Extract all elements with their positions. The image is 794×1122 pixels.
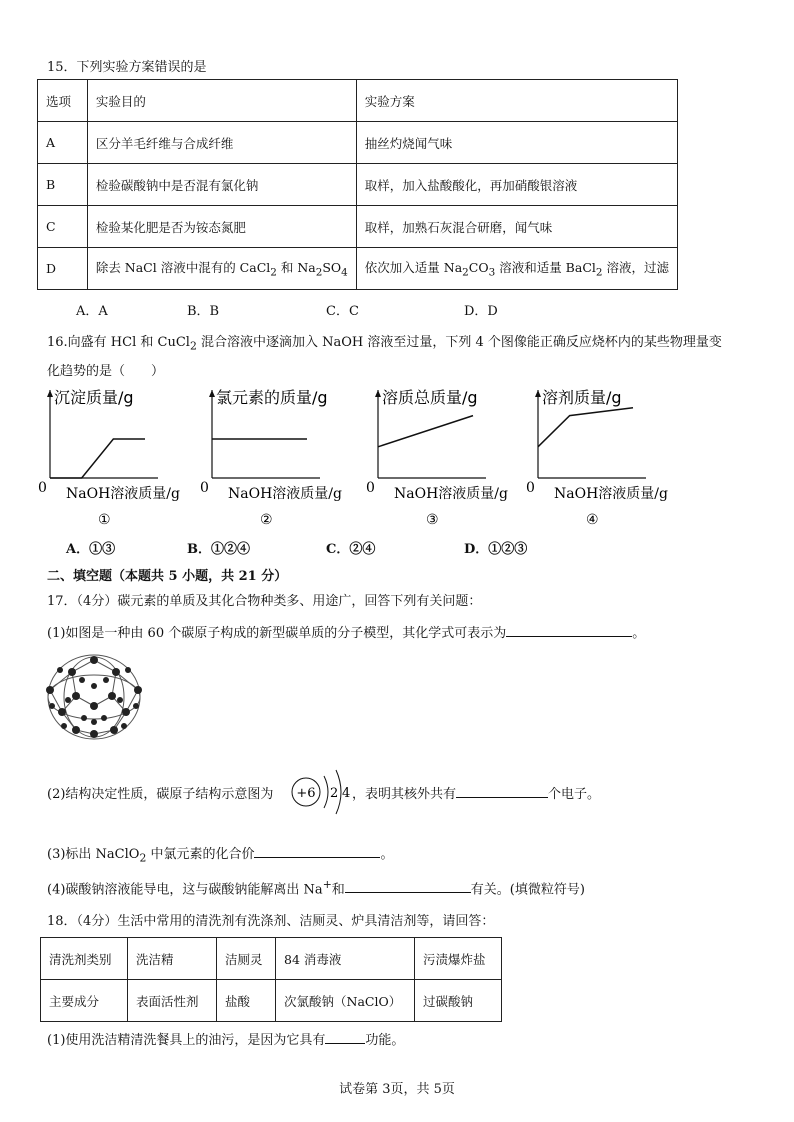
chart-1-title: 沉淀质量/g	[54, 388, 134, 407]
q16-option-c: C．②④	[326, 542, 376, 557]
chart-3-origin: 0	[366, 480, 375, 496]
q17-blank1[interactable]	[506, 624, 632, 637]
shell1-electrons: 2	[330, 786, 339, 801]
q18-cell-r2c5: 过碳酸钠	[415, 980, 502, 1022]
q16-option-b: B．①②④	[187, 542, 250, 557]
chart-2-number-label: ②	[260, 512, 273, 528]
q18-cell-r1c4: 84 消毒液	[276, 938, 415, 980]
q15-stem: 15．下列实验方案错误的是	[47, 60, 207, 75]
q15-row-d-goal: 除去 NaCl 溶液中混有的 CaCl$_2$ 和 $Na_2SO_4$	[87, 248, 356, 290]
chart-1-origin: 0	[38, 480, 47, 496]
chart-3-series-line	[378, 416, 473, 447]
q18-cell-r1c2: 洗洁精	[128, 938, 217, 980]
q15-header-option: 选项	[38, 80, 88, 122]
q17-blank4[interactable]	[345, 880, 471, 893]
chart-4-title: 溶剂质量/g	[542, 388, 622, 407]
q18-blank1[interactable]	[325, 1031, 365, 1044]
q18-part1: (1)使用洗洁精清洗餐具上的油污，是因为它具有 功能。	[47, 1033, 405, 1048]
q15-option-a: A．A	[76, 304, 108, 319]
q15-row-a-goal: 区分羊毛纤维与合成纤维	[87, 122, 356, 164]
q15-header-plan: 实验方案	[356, 80, 677, 122]
c60-molecule-image	[42, 650, 152, 745]
q15-option-d: D．D	[464, 304, 498, 319]
carbon-atom-structure-diagram	[286, 764, 356, 820]
chart-2-title: 氯元素的质量/g	[216, 388, 328, 407]
q16-charts	[0, 380, 794, 540]
q17-stem: 17．（4分）碳元素的单质及其化合物种类多、用途广，回答下列有关问题：	[47, 594, 482, 609]
q17-part2-suffix: ，表明其核外共有 个电子。	[352, 787, 601, 802]
q15-option-c: C．C	[326, 304, 359, 319]
chart-2-y-arrow	[209, 390, 215, 397]
q18-cell-r1c3: 洁厕灵	[217, 938, 276, 980]
page-footer: 试卷第 3页，共 5页	[339, 1082, 455, 1097]
chart-4-origin: 0	[526, 480, 535, 496]
chart-3-number-label: ③	[426, 512, 439, 528]
chart-1-number-label: ①	[98, 512, 111, 528]
q15-row-a-plan: 抽丝灼烧闻气味	[356, 122, 677, 164]
chart-2-xlabel: NaOH溶液质量/g	[228, 486, 342, 502]
q18-cell-r1c5: 污渍爆炸盐	[415, 938, 502, 980]
q15-row-d-opt: D	[38, 248, 88, 290]
q18-cell-r1c1: 清洗剂类别	[41, 938, 128, 980]
chart-4-y-arrow	[535, 390, 541, 397]
q18-cell-r2c3: 盐酸	[217, 980, 276, 1022]
q17-blank3[interactable]	[254, 845, 380, 858]
q17-part2-prefix: (2)结构决定性质，碳原子结构示意图为	[47, 787, 274, 802]
chart-3-xlabel: NaOH溶液质量/g	[394, 486, 508, 502]
q17-blank2[interactable]	[456, 785, 548, 798]
chart-2-origin: 0	[200, 480, 209, 496]
q15-row-b-opt: B	[38, 164, 88, 206]
q15-row-c-plan: 取样，加熟石灰混合研磨，闻气味	[356, 206, 677, 248]
chart-1-series-line	[50, 439, 145, 478]
q16-option-a: A．①③	[66, 542, 116, 557]
q15-row-d-plan: 依次加入适量 $Na_2CO_3$ 溶液和适量 BaCl$_2$ 溶液，过滤	[356, 248, 677, 290]
chart-3-title: 溶质总质量/g	[382, 388, 478, 407]
q18-cell-r2c4: 次氯酸钠（NaClO）	[276, 980, 415, 1022]
q15-row-b-plan: 取样，加入盐酸酸化，再加硝酸银溶液	[356, 164, 677, 206]
chart-4-number-label: ④	[586, 512, 599, 528]
q17-part1: (1)如图是一种由 60 个碳原子构成的新型碳单质的分子模型，其化学式可表示为 。	[47, 626, 646, 641]
q16-stem-line1: 16.向盛有 HCl 和 CuCl$_2$ 混合溶液中逐滴加入 NaOH 溶液至过量，下列 4 个图像能正确反应烧杯内的某些物理量变	[47, 335, 722, 353]
nucleus-charge: +6	[296, 786, 316, 801]
q15-row-b-goal: 检验碳酸钠中是否混有氯化钠	[87, 164, 356, 206]
q15-option-b: B．B	[187, 304, 220, 319]
shell2-electrons: 4	[342, 786, 351, 801]
q17-part4: (4)碳酸钠溶液能导电，这与碳酸钠能解离出 Na+和 有关。(填微粒符号)	[47, 878, 585, 898]
chart-1-xlabel: NaOH溶液质量/g	[66, 486, 180, 502]
q15-header-goal: 实验目的	[87, 80, 356, 122]
chart-4-series-line	[538, 408, 633, 447]
q18-table	[40, 937, 502, 1022]
q17-part3: (3)标出 NaClO$_2$ 中氯元素的化合价 。	[47, 847, 394, 865]
q18-stem: 18．（4分）生活中常用的清洗剂有洗涤剂、洁厕灵、炉具清洁剂等，请回答：	[47, 914, 495, 929]
chart-1-y-arrow	[47, 390, 53, 397]
q16-option-d: D．①②③	[464, 542, 528, 557]
q15-table	[37, 79, 678, 290]
q15-row-a-opt: A	[38, 122, 88, 164]
q15-row-c-opt: C	[38, 206, 88, 248]
q18-cell-r2c2: 表面活性剂	[128, 980, 217, 1022]
q16-stem-line2: 化趋势的是（ ）	[47, 364, 165, 379]
q18-cell-r2c1: 主要成分	[41, 980, 128, 1022]
chart-4-xlabel: NaOH溶液质量/g	[554, 486, 668, 502]
section2-title: 二、填空题（本题共 5 小题，共 21 分）	[47, 569, 288, 584]
chart-3-y-arrow	[375, 390, 381, 397]
q15-row-c-goal: 检验某化肥是否为铵态氮肥	[87, 206, 356, 248]
